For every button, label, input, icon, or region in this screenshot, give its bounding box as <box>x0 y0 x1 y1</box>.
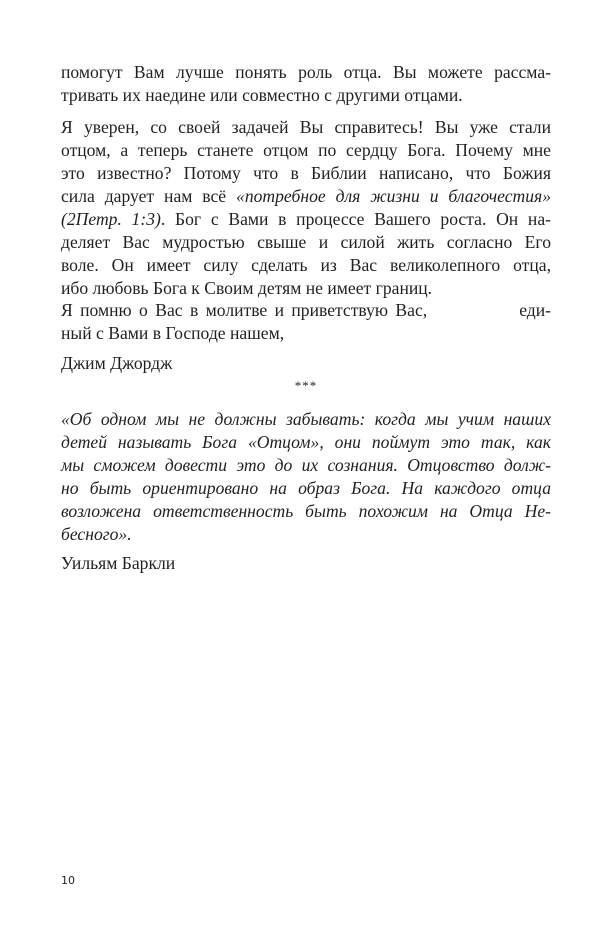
page-number: 10 <box>61 874 75 887</box>
quote-author: Уильям Баркли <box>61 553 176 573</box>
closing-line-2: ный с Вами в Господе нашем, <box>61 323 285 343</box>
quote-line-5: возложена ответственность быть похожим на Отца Не- <box>61 501 551 521</box>
line-5-text: . Бог с Вами в процессе Вашего роста. Он на- <box>160 209 551 229</box>
paragraph-2-line-3: это известно? Потому что в Библии написано, что Божия <box>61 163 551 183</box>
paragraph-1-line-2: тривать их наедине или совместно с другими отцами. <box>61 85 463 105</box>
signature: Джим Джордж <box>61 353 173 373</box>
closing-hyphen-end: еди- <box>519 300 551 320</box>
quote-line-3: мы сможем довести это до их сознания. Отцовство долж- <box>61 455 551 475</box>
scripture-quote: «потребное для жизни и благочестия» <box>236 186 551 206</box>
line-4-text: сила дарует нам всё <box>61 186 237 206</box>
paragraph-2-line-6: деляет Вас мудростью свыше и силой жить согласно Его <box>61 232 551 252</box>
paragraph-2-line-4 <box>61 185 551 207</box>
paragraph-2-line-5 <box>61 208 551 230</box>
paragraph-2-line-7: воле. Он имеет силу сделать из Вас великолепного отца, <box>61 255 551 275</box>
quote-line-6: бесного». <box>61 524 132 544</box>
paragraph-1-line-1: помогут Вам лучше понять роль отца. Вы можете рассма- <box>61 62 551 82</box>
paragraph-2-line-8: ибо любовь Бога к Своим детям не имеет границ. <box>61 278 433 298</box>
section-separator: *** <box>294 378 318 393</box>
quote-line-4: но быть ориентировано на образ Бога. На каждого отца <box>61 478 551 498</box>
quote-line-1: «Об одном мы не должны забывать: когда мы учим наших <box>61 409 551 429</box>
closing-text: Я помню о Вас в молитве и приветствую Вас, <box>61 300 428 320</box>
paragraph-2-line-1: Я уверен, со своей задачей Вы справитесь! Вы уже стали <box>61 117 551 137</box>
scripture-reference: (2Петр. 1:3) <box>61 209 161 229</box>
paragraph-2-line-2: отцом, а теперь станете отцом по сердцу Бога. Почему мне <box>61 140 551 160</box>
closing-line-1 <box>61 299 551 321</box>
quote-line-2: детей называть Бога «Отцом», они поймут это так, как <box>61 432 551 452</box>
